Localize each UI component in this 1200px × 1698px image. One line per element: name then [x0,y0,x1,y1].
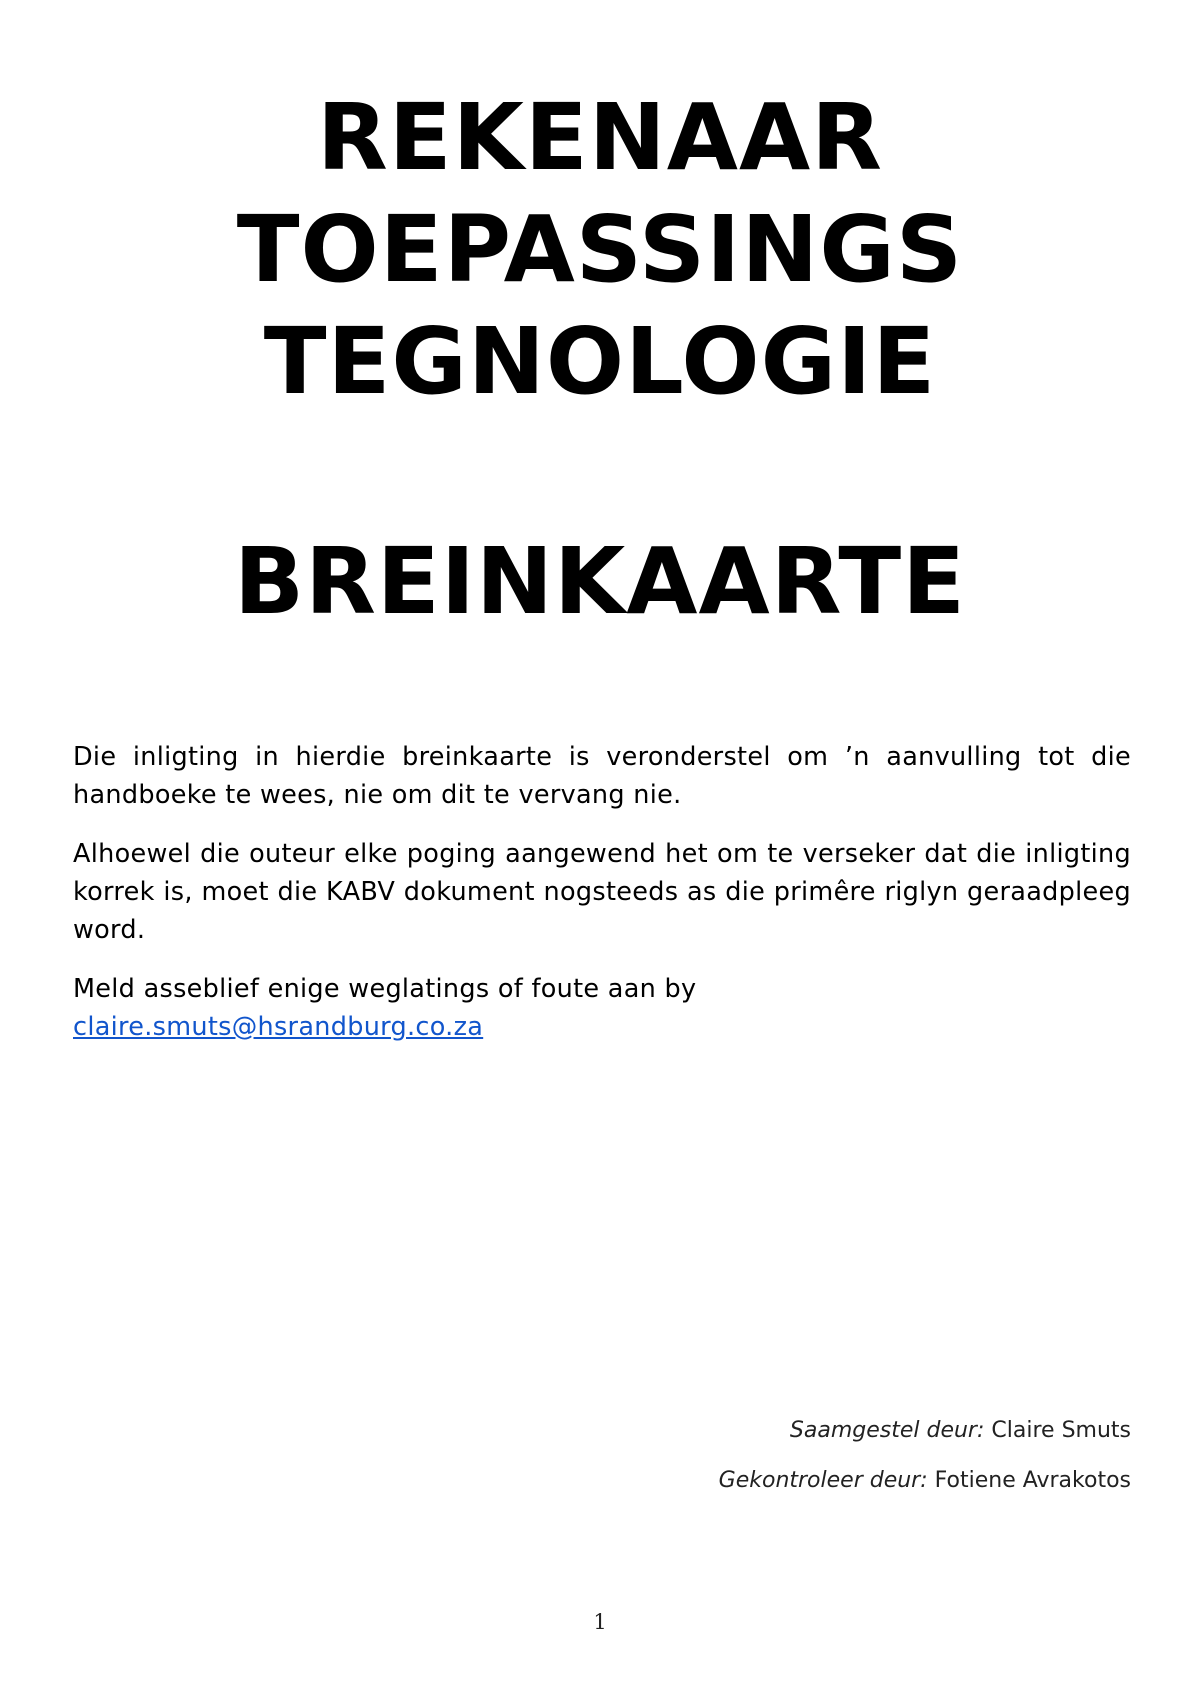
report-paragraph [73,970,1131,1046]
credits [719,1416,1131,1516]
title-line-3: TEGNOLOGIE [263,308,937,415]
checked-by-name: Fotiene Avrakotos [934,1468,1131,1493]
compiled-by-label: Saamgestel deur: [789,1418,985,1443]
title-line-1: REKENAAR [316,84,884,191]
title-line-2: TOEPASSINGS [236,196,964,303]
document-subtitle: BREINKAARTE [233,528,967,635]
compiled-by-line [719,1416,1131,1446]
email-link[interactable]: claire.smuts@hsrandburg.co.za [73,1012,484,1042]
checked-by-line [719,1466,1131,1496]
compiled-by-name: Claire Smuts [991,1418,1131,1443]
body-text [73,738,1131,1067]
checked-by-label: Gekontroleer deur: [718,1468,928,1493]
report-text: Meld asseblief enige weglatings of foute aan by [73,974,697,1004]
intro-paragraph: Die inligting in hierdie breinkaarte is veronderstel om ’n aanvulling tot die handboeke te wees, nie om dit te vervang nie. [73,742,1131,810]
disclaimer-paragraph: Alhoewel die outeur elke poging aangewend het om te verseker dat die inligting korrek is, moet die KABV dokument nogsteeds as die primêre riglyn geraadpleeg word. [73,839,1131,945]
document-title [0,82,1200,418]
page-number: 1 [593,1610,607,1634]
